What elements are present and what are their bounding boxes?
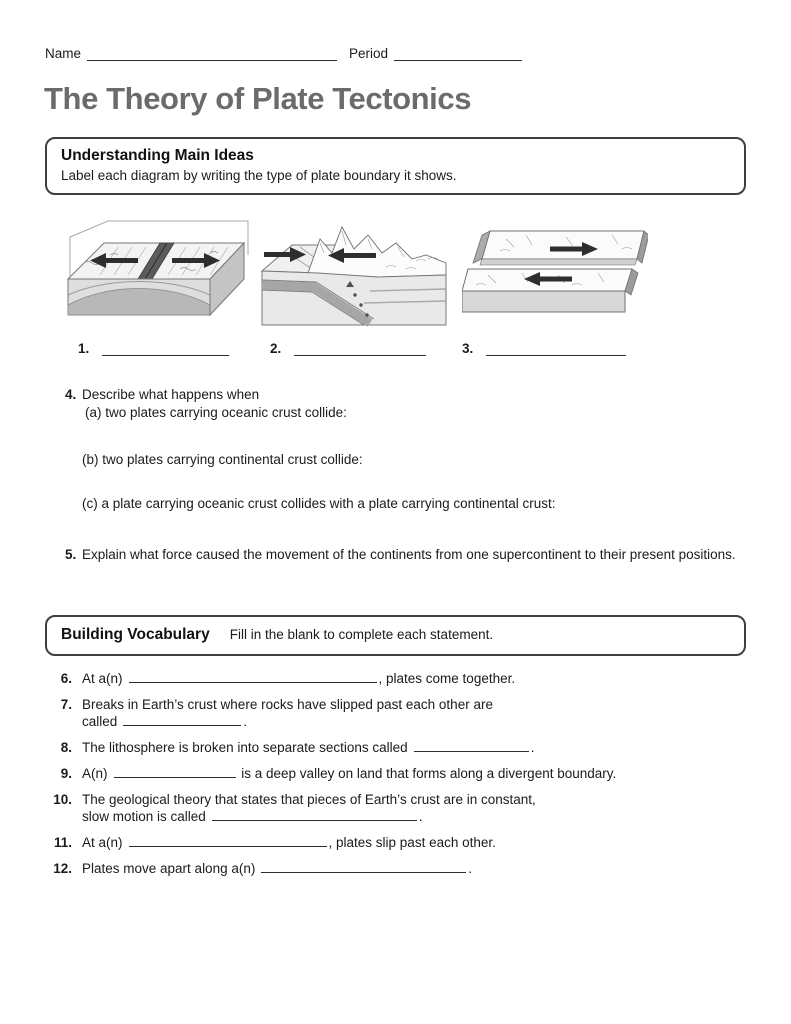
question-number: 4. [65, 387, 77, 402]
header-row [45, 0, 746, 61]
section-title: Building Vocabulary [61, 626, 210, 643]
question-4a: (a) two plates carrying oceanic crust collide: [85, 405, 347, 420]
answer-blank [261, 860, 466, 873]
section-instruction: Label each diagram by writing the type of plate boundary it shows. [61, 168, 457, 183]
question-text: Describe what happens when [82, 387, 260, 402]
statement-text: . [418, 809, 423, 824]
diagram-row [60, 219, 791, 329]
statement-text: At a(n) [82, 671, 123, 686]
answer-blank [114, 765, 236, 778]
diagram-number: 1. [78, 341, 90, 356]
question-4c: (c) a plate carrying oceanic crust collides with a plate carrying continental crust: [82, 496, 556, 511]
period-blank [394, 48, 522, 61]
period-label: Period [349, 46, 389, 61]
vocab-item-10 [42, 791, 791, 825]
question-number: 6. [60, 671, 72, 686]
statement-text: . [468, 861, 473, 876]
question-number: 11. [53, 835, 72, 850]
section-title: Understanding Main Ideas [61, 147, 254, 164]
statement-text: . [530, 740, 535, 755]
answer-blank [414, 739, 529, 752]
section-instruction: Fill in the blank to complete each statement. [229, 627, 494, 642]
question-4b: (b) two plates carrying continental crust collide: [82, 452, 363, 467]
vocab-item-11 [42, 834, 791, 851]
statement-text: Breaks in Earth’s crust where rocks have slipped past each other are [82, 697, 493, 712]
statement-text: slow motion is called [82, 809, 206, 824]
vocab-item-7 [42, 696, 791, 730]
diagram-answer-1 [78, 341, 270, 356]
question-5 [65, 546, 791, 563]
section-vocabulary-box [45, 615, 746, 656]
statement-text: The geological theory that states that pieces of Earth’s crust are in constant, [82, 792, 536, 807]
question-number: 12. [53, 861, 72, 876]
diagram-number: 2. [270, 341, 282, 356]
statement-text: is a deep valley on land that forms along a divergent boundary. [237, 766, 617, 781]
section-main-ideas-box [45, 137, 746, 195]
diagram-answer-2 [270, 341, 462, 356]
question-number: 5. [65, 547, 77, 562]
answer-blank [212, 808, 417, 821]
answer-blank [129, 670, 377, 683]
question-number: 7. [60, 697, 72, 712]
question-number: 9. [60, 766, 72, 781]
question-number: 10. [53, 792, 72, 807]
vocab-item-9 [42, 765, 791, 782]
statement-text: A(n) [82, 766, 108, 781]
vocab-item-6 [42, 670, 791, 687]
transform-boundary-diagram [462, 219, 648, 329]
answer-blank [294, 343, 426, 356]
diagram-answer-row [78, 341, 791, 356]
name-label: Name [45, 46, 82, 61]
statement-text: At a(n) [82, 835, 123, 850]
vocab-item-12 [42, 860, 791, 877]
statement-text: . [243, 714, 248, 729]
convergent-boundary-diagram [258, 219, 454, 329]
diagram-answer-3 [462, 341, 654, 356]
vocab-item-8 [42, 739, 791, 756]
question-text: Explain what force caused the movement of the continents from one supercontinent to their present positions. [82, 547, 736, 562]
statement-text: , plates slip past each other. [328, 835, 496, 850]
vocabulary-list [0, 670, 791, 877]
page-title: The Theory of Plate Tectonics [44, 81, 472, 116]
answer-blank [486, 343, 626, 356]
mountain-range [308, 227, 446, 277]
statement-text: The lithosphere is broken into separate sections called [82, 740, 408, 755]
question-4 [0, 386, 791, 512]
answer-blank [123, 713, 241, 726]
statement-text: called [82, 714, 118, 729]
statement-text: , plates come together. [378, 671, 516, 686]
name-blank [87, 48, 337, 61]
answer-blank [102, 343, 229, 356]
question-number: 8. [60, 740, 72, 755]
statement-text: Plates move apart along a(n) [82, 861, 256, 876]
answer-blank [129, 834, 327, 847]
divergent-boundary-diagram [60, 219, 256, 329]
diagram-number: 3. [462, 341, 474, 356]
